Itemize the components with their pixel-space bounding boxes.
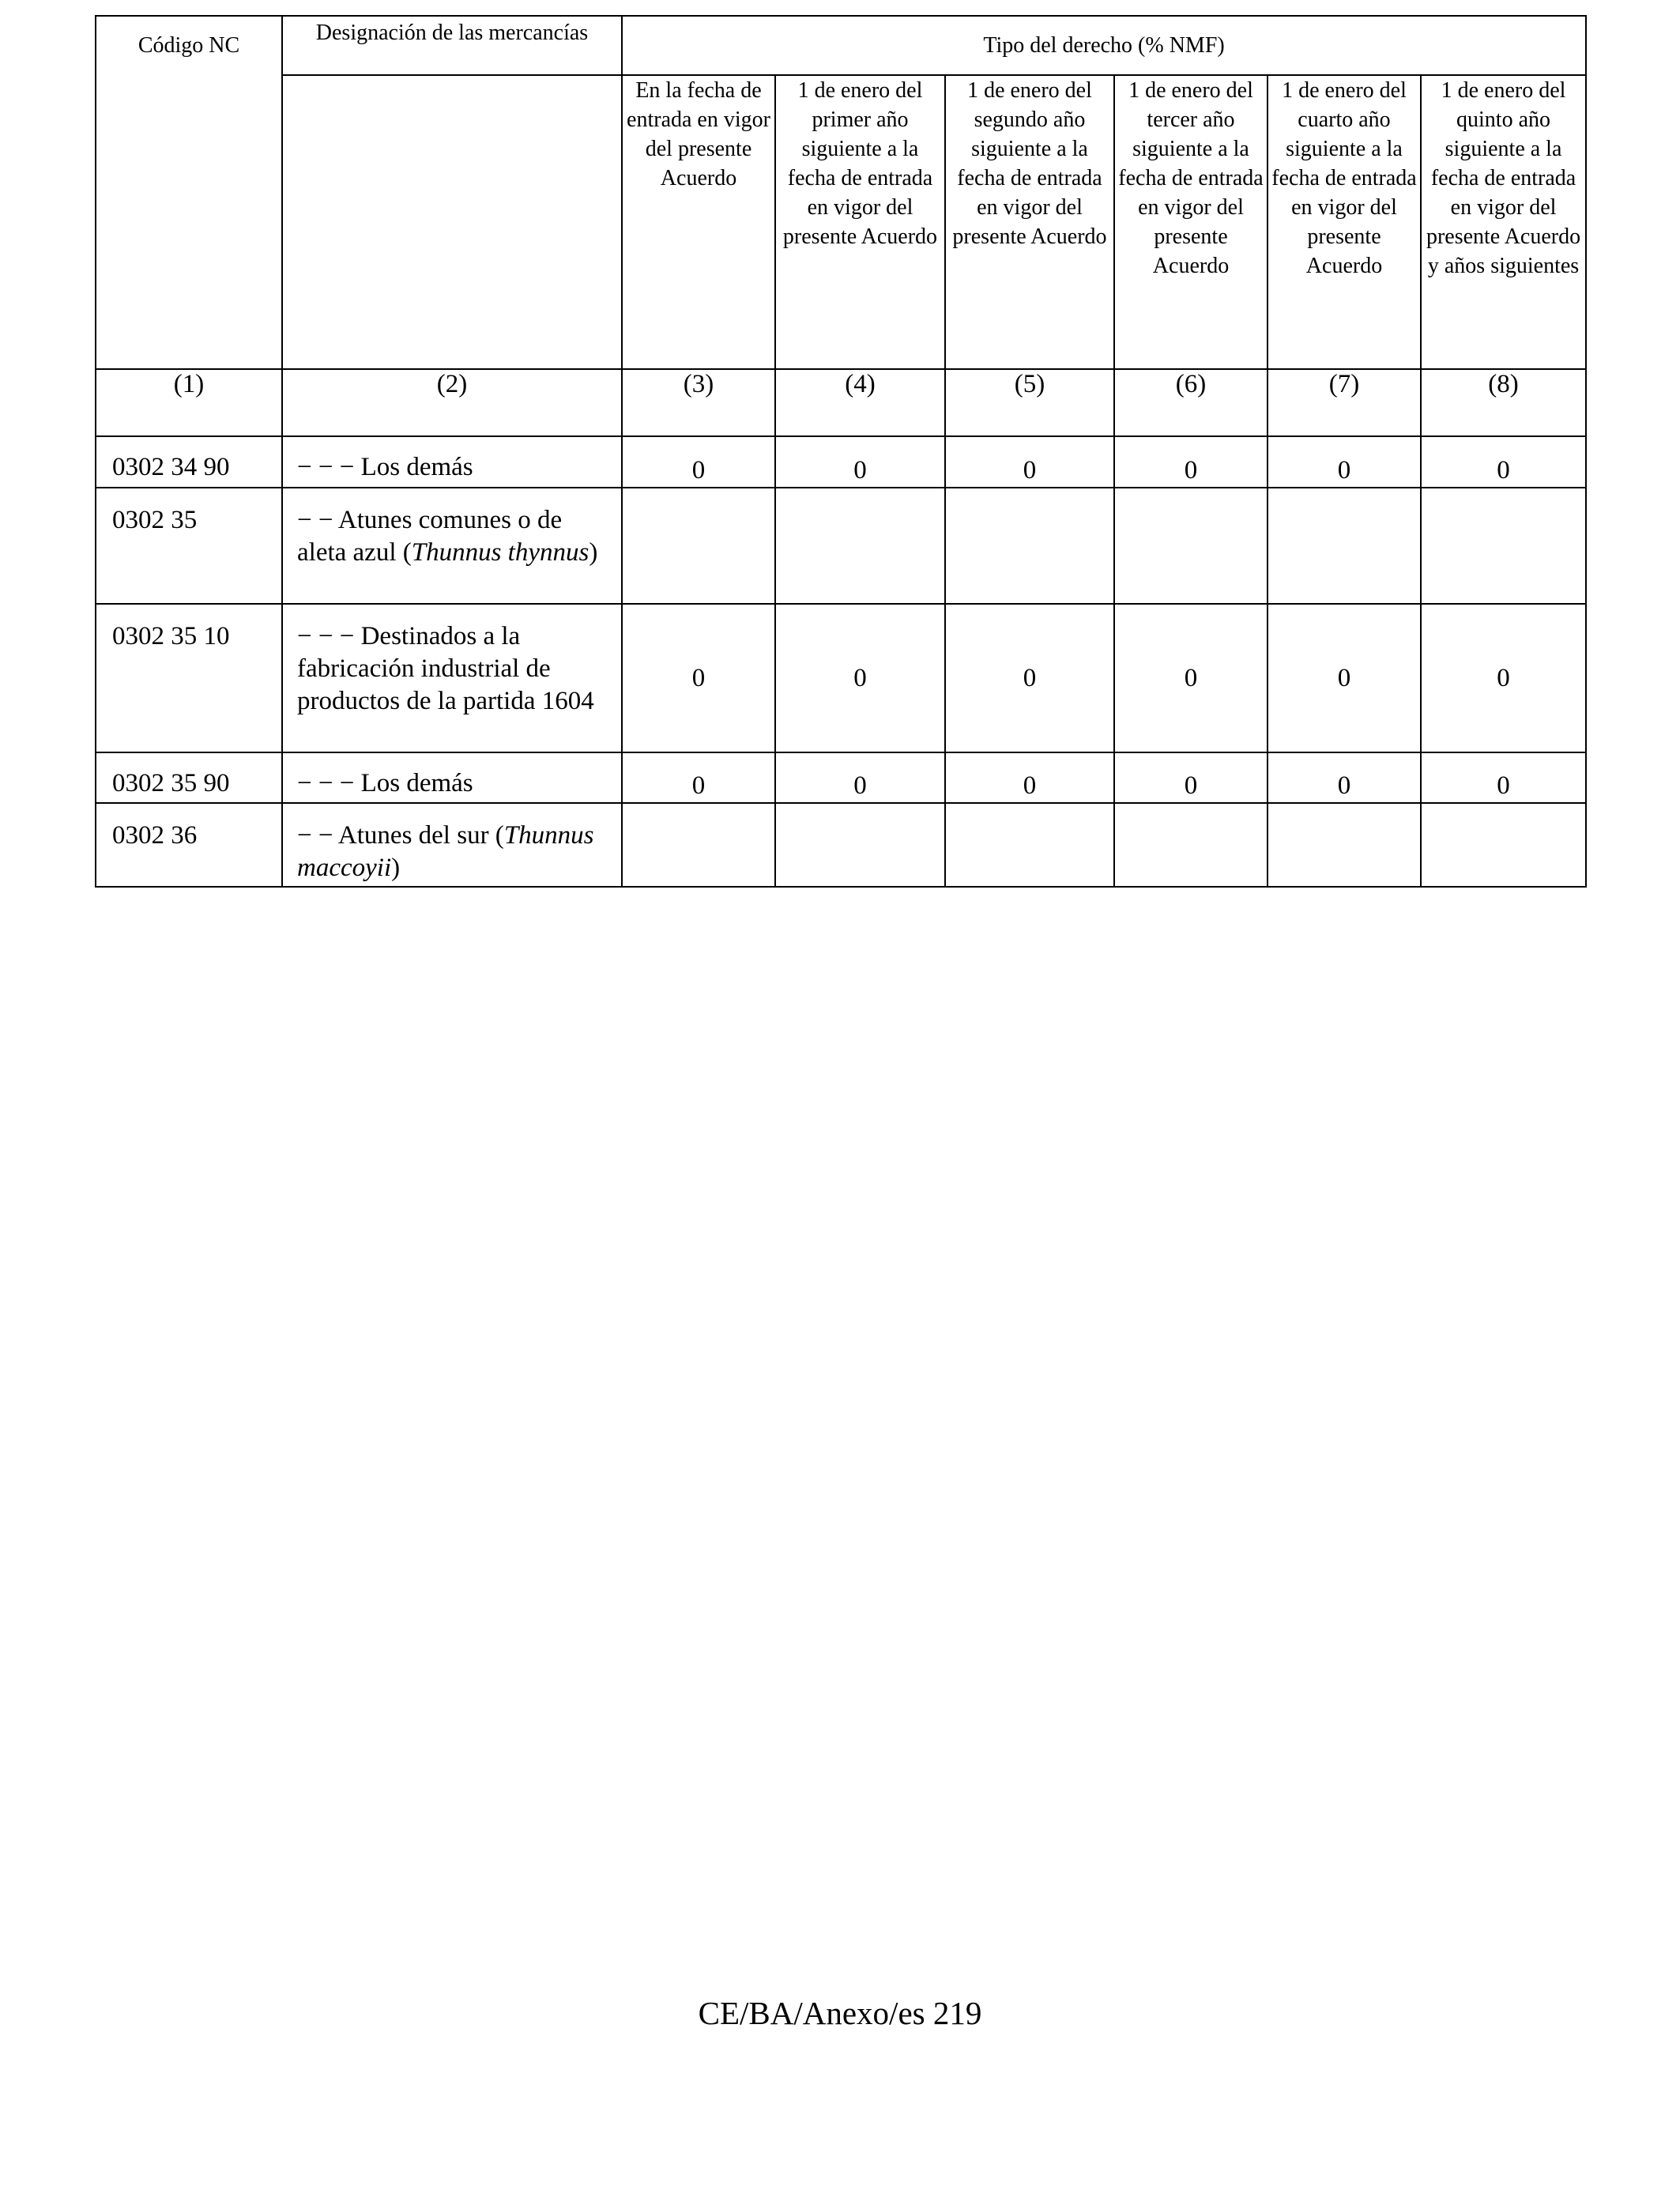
rate-cell: 0 [1268,752,1421,803]
species-name: Thunnus thynnus [411,538,590,567]
tariff-table [95,15,1587,888]
dash-level: − − − [297,453,355,481]
rate-cell: 0 [1421,436,1586,488]
column-number-4: (4) [775,369,945,436]
description-text: Los demás [360,769,473,797]
period-header-year-3: 1 de enero del tercer año siguiente a la fecha de entrada en vigor del presente Acuerdo [1114,75,1268,369]
dash-level: − − − [297,769,355,797]
table-row [96,752,1586,803]
rate-cell [775,803,945,887]
period-header-year-1: 1 de enero del primer año siguiente a la fecha de entrada en vigor del presente Acuerdo [775,75,945,369]
rate-cell [945,488,1114,604]
code-column-header: Código NC [96,16,282,369]
description-suffix: ) [391,854,401,882]
dash-level: − − [297,821,333,850]
rate-cell: 0 [775,436,945,488]
cn-code: 0302 35 [96,488,282,604]
dash-level: − − − [297,622,355,650]
page-reference-footer: CE/BA/Anexo/es 219 [698,1995,982,2031]
rate-cell [1268,488,1421,604]
table-row [96,803,1586,887]
rate-cell: 0 [1114,752,1268,803]
column-number-8: (8) [1421,369,1586,436]
period-header-year-2: 1 de enero del segundo año siguiente a la fecha de entrada en vigor del presente Acuerdo [945,75,1114,369]
designation-column-header: Designación de las mercancías [282,16,622,75]
goods-description [282,488,622,604]
description-text: Atunes comunes o de aleta azul ( [297,506,563,567]
rate-cell: 0 [1268,604,1421,752]
cn-code: 0302 35 90 [96,752,282,803]
column-number-5: (5) [945,369,1114,436]
designation-header-blank [282,75,622,369]
header-row-periods [96,75,1586,369]
description-suffix: ) [589,538,598,567]
rate-cell: 0 [945,436,1114,488]
column-number-2: (2) [282,369,622,436]
rate-cell: 0 [1421,752,1586,803]
rate-cell: 0 [1268,436,1421,488]
description-text: Los demás [360,453,473,481]
rate-cell [1268,803,1421,887]
rate-cell: 0 [1421,604,1586,752]
rate-cell: 0 [1114,436,1268,488]
rate-cell [775,488,945,604]
column-number-7: (7) [1268,369,1421,436]
column-number-row [96,369,1586,436]
rate-cell: 0 [622,604,775,752]
table-row [96,488,1586,604]
rate-cell [1421,488,1586,604]
header-row-top [96,16,1586,75]
rate-cell [1114,488,1268,604]
species-name: Thunnus maccoyii [297,821,594,882]
period-header-year-5: 1 de enero del quinto año siguiente a la fecha de entrada en vigor del presente Acuerdo y años siguientes [1421,75,1586,369]
rate-cell: 0 [622,436,775,488]
rate-cell: 0 [945,752,1114,803]
table-row [96,436,1586,488]
rate-cell: 0 [775,752,945,803]
rate-cell [1114,803,1268,887]
column-number-6: (6) [1114,369,1268,436]
cn-code: 0302 36 [96,803,282,887]
period-header-entry-into-force: En la fecha de entrada en vigor del presente Acuerdo [622,75,775,369]
table-row [96,604,1586,752]
goods-description [282,803,622,887]
goods-description [282,436,622,488]
rate-cell [945,803,1114,887]
rate-cell [622,803,775,887]
column-number-3: (3) [622,369,775,436]
goods-description [282,604,622,752]
rate-cell [622,488,775,604]
rate-cell: 0 [1114,604,1268,752]
rate-cell: 0 [945,604,1114,752]
dash-level: − − [297,506,333,534]
column-number-1: (1) [96,369,282,436]
goods-description [282,752,622,803]
description-text: Destinados a la fabricación industrial de productos de la partida 1604 [297,622,594,715]
rate-cell: 0 [775,604,945,752]
cn-code: 0302 35 10 [96,604,282,752]
period-header-year-4: 1 de enero del cuarto año siguiente a la fecha de entrada en vigor del presente Acuerdo [1268,75,1421,369]
rate-group-header: Tipo del derecho (% NMF) [622,16,1586,75]
rate-cell [1421,803,1586,887]
description-text: Atunes del sur ( [337,821,504,850]
rate-cell: 0 [622,752,775,803]
cn-code: 0302 34 90 [96,436,282,488]
